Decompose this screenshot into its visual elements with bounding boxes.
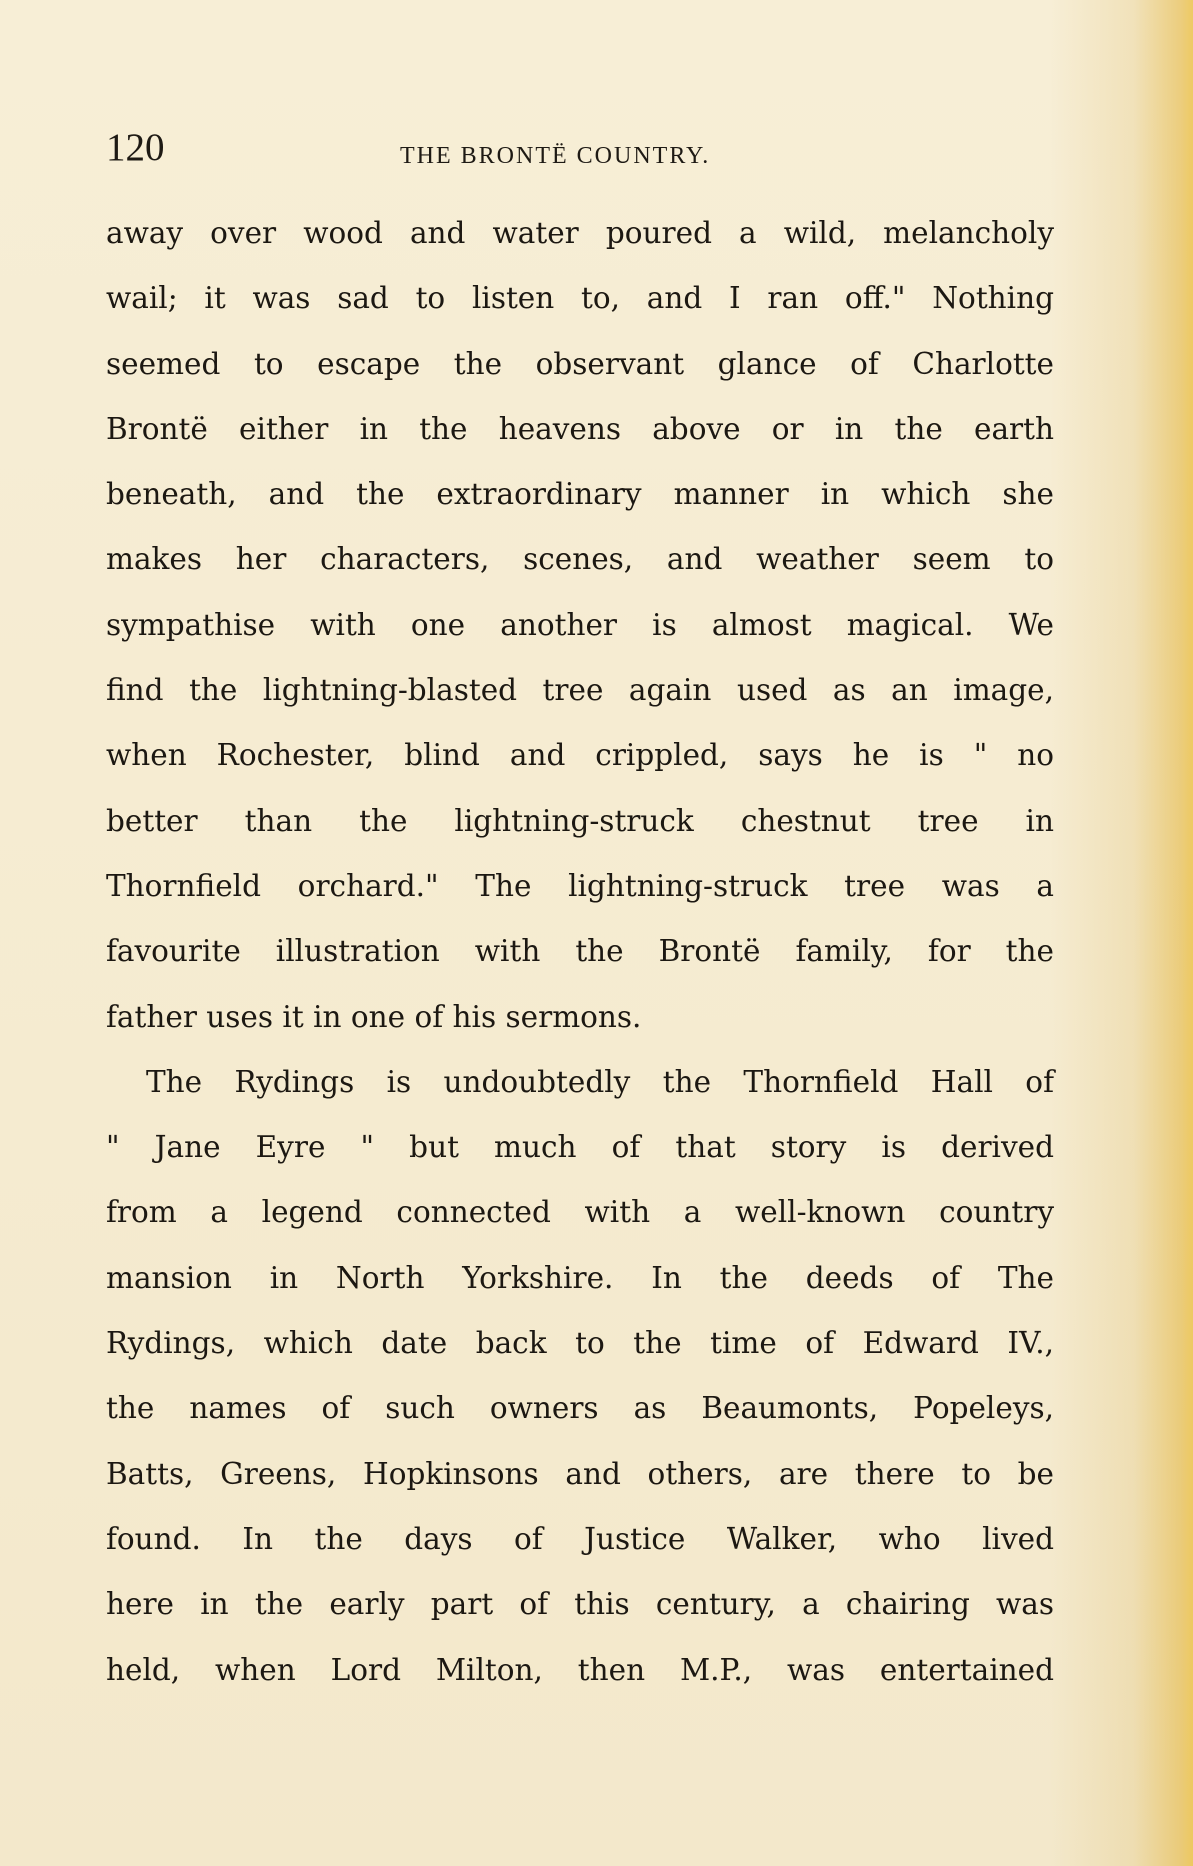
text-line: held, when Lord Milton, then M.P., was entertained bbox=[106, 1652, 1054, 1687]
text-line: the names of such owners as Beaumonts, Popeleys, bbox=[106, 1391, 1054, 1426]
text-line: from a legend connected with a well-known country bbox=[106, 1195, 1054, 1230]
text-line: find the lightning-blasted tree again used as an image, bbox=[106, 673, 1054, 708]
body-text bbox=[106, 213, 1054, 1715]
text-line: Rydings, which date back to the time of Edward IV., bbox=[106, 1326, 1054, 1361]
page-header bbox=[106, 128, 1006, 178]
text-line: sympathise with one another is almost magical. We bbox=[106, 607, 1054, 642]
text-line: The Rydings is undoubtedly the Thornfield Hall of bbox=[146, 1064, 1054, 1099]
text-line: " Jane Eyre " but much of that story is derived bbox=[106, 1130, 1054, 1165]
text-line: found. In the days of Justice Walker, who lived bbox=[106, 1521, 1054, 1556]
text-line: father uses it in one of his sermons. bbox=[106, 999, 642, 1034]
text-line: makes her characters, scenes, and weather seem to bbox=[106, 542, 1054, 577]
text-line: mansion in North Yorkshire. In the deeds of The bbox=[106, 1260, 1054, 1295]
text-line: when Rochester, blind and crippled, says he is " no bbox=[106, 738, 1054, 773]
text-line: wail; it was sad to listen to, and I ran off." Nothing bbox=[106, 281, 1054, 316]
text-line: away over wood and water poured a wild, melancholy bbox=[106, 216, 1054, 250]
text-line: Brontë either in the heavens above or in the earth bbox=[106, 411, 1054, 446]
running-title: THE BRONTË COUNTRY. bbox=[400, 143, 711, 169]
text-line: seemed to escape the observant glance of Charlotte bbox=[106, 346, 1054, 381]
text-line: better than the lightning-struck chestnut tree in bbox=[106, 803, 1054, 838]
text-line: here in the early part of this century, a chairing was bbox=[106, 1587, 1054, 1622]
page-number: 120 bbox=[106, 126, 165, 169]
text-line: Thornfield orchard." The lightning-struck tree was a bbox=[106, 868, 1054, 903]
text-line: beneath, and the extraordinary manner in which she bbox=[106, 477, 1054, 512]
text-line: favourite illustration with the Brontë family, for the bbox=[106, 934, 1054, 969]
text-line: Batts, Greens, Hopkinsons and others, are there to be bbox=[106, 1456, 1054, 1491]
